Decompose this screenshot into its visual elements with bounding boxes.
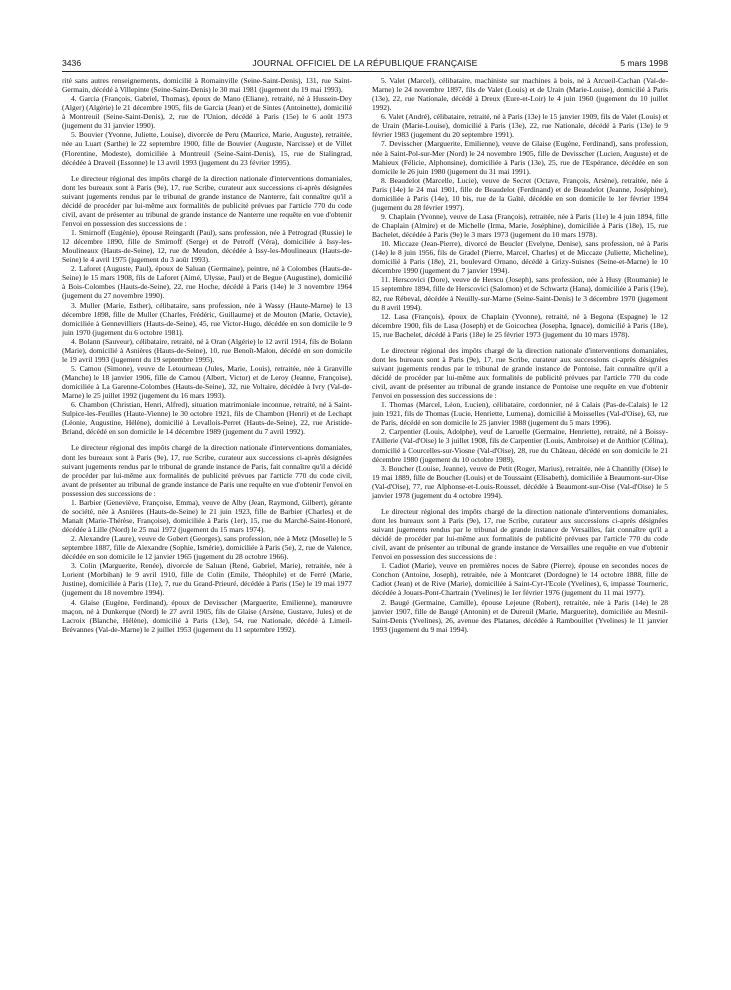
notice-intro-paragraph: Le directeur régional des impôts chargé de la direction nationale d'interventions domaniales, dont les bureaux sont à Paris (9e), 17, rue Scribe, curateur aux successions ci-après désignées suivant jugements rendus par le tribunal de grande instance de Pontoise, fait connaître qu'il a décidé de procéder par lui-même aux formalités de publicité prévues par l'article 770 du code civil, avant de présenter au tribunal de grande instance de Pontoise une requête en vue d'obtenir l'envoi en possession des successions de : <box>372 345 668 401</box>
succession-entry: 2. Carpentier (Louis, Adolphe), veuf de Laruelle (Germaine, Henriette), retraité, né à Boissy-l'Aillerie (Val-d'Oise) le 3 juillet 1908, fils de Carpentier (Louis, Ambroise) et de Anthior (Célina), domicilié à Courcelles-sur-Viosne (Val-d'Oise), 28, rue du Château, décédé en son domicile le 21 décembre 1980 (jugement du 10 octobre 1989). <box>372 427 668 464</box>
issue-date: 5 mars 1998 <box>620 58 668 68</box>
succession-entry: 1. Barbier (Geneviève, Françoise, Emma), veuve de Alby (Jean, Raymond, Gilbert), gérante de société, née à Asnières (Hauts-de-Seine) le 21 juin 1923, fille de Barbier (Charles) et de Manalt (Marie-Thérèse, Françoise), domiciliée à Paris (1er), 15, rue du Marché-Saint-Honoré, décédée à Lille (Nord) le 25 mai 1972 (jugement du 15 mars 1974). <box>62 497 352 534</box>
succession-entry: 7. Devisscher (Marguerite, Emilienne), veuve de Glaise (Eugène, Ferdinand), sans profession, née à Saint-Pol-sur-Mer (Nord) le 24 novembre 1905, fille de Devisscher (Lucien, Auguste) et de Mahieux (Félicie, Alphonsine), domiciliée à Paris (13e), 25, rue de l'Espérance, décédée en son domicile le 26 juin 1980 (jugement du 31 mai 1991). <box>372 139 668 176</box>
header-rule <box>62 71 668 72</box>
succession-entry: 5. Valet (Marcel), célibataire, machiniste sur machines à bois, né à Arcueil-Cachan (Val-de-Marne) le 24 novembre 1897, fils de Valet (Louis) et de Urain (Marie-Louise), domicilié à Paris (13e), 22, rue Nationale, décédé à Dreux (Eure-et-Loir) le 4 juin 1960 (jugement du 10 juillet 1992). <box>372 76 668 113</box>
succession-entry: 1. Cadiot (Marie), veuve en premières noces de Sabre (Pierre), épouse en secondes noces de Conchon (Antoine, Joseph), retraitée, née à Montcaret (Dordogne) le 14 octobre 1888, fille de Cadiot (Jean) et de Rive (Marie), domiciliée à Saint-Cyr-l'Ecole (Yvelines), 6, impasse Tourneric, décédée à Jouars-Pont-Chartrain (Yvelines) le 1er février 1976 (jugement du 11 mai 1977). <box>372 561 668 598</box>
succession-entry: 1. Thomas (Marcel, Léon, Lucien), célibataire, cordonnier, né à Calais (Pas-de-Calais) le 12 juin 1921, fils de Thomas (Lucie, Henriette, Lumena), domicilié à Moisselles (Val-d'Oise), 63, rue de Paris, décédé en son domicile le 25 janvier 1988 (jugement du 5 mars 1996). <box>372 400 668 428</box>
notice-intro-paragraph: Le directeur régional des impôts chargé de la direction nationale d'interventions domaniales, dont les bureaux sont à Paris (9e), 17, rue Scribe, curateur aux successions ci-après désignées suivant jugements rendus par le tribunal de grande instance de Nanterre, fait connaître qu'il a décidé de procéder par lui-même aux formalités de publicité prévues par l'article 770 du code civil, avant de présenter au tribunal de grande instance de Nanterre une requête en vue d'obtenir l'envoi en possession des successions de : <box>62 173 352 228</box>
right-column <box>372 76 668 634</box>
succession-entry: 9. Chaplain (Yvonne), veuve de Lasa (François), retraitée, née à Paris (11e) le 4 juin 1894, fille de Chaplain (Almire) et de Michelle (Irma, Marie, Joséphine), domiciliée à Paris (18e), 15, rue Bachelet, décédée à Paris (9e) le 3 mars 1973 (jugement du 10 mars 1978). <box>372 211 668 240</box>
notice-intro-paragraph: Le directeur régional des impôts chargé de la direction nationale d'interventions domaniales, dont les bureaux sont à Paris (9e), 17, rue Scribe, curateur aux successions ci-après désignées suivant jugements rendus par le tribunal de grande instance de Paris, fait connaître qu'il a décidé de procéder par lui-même aux formalités de publicité prévues par l'article 770 du code civil, avant de présenter au tribunal de grande instance de Paris une requête en vue d'obtenir l'envoi en possession des successions de : <box>62 443 352 498</box>
succession-entry: 2. Baugé (Germaine, Camille), épouse Lejeune (Robert), retraitée, née à Paris (14e) le 28 janvier 1907, fille de Baugé (Antonin) et de Dureuil (Marie, Marguerite), domiciliée au Mesnil-Saint-Denis (Yvelines), 26, avenue des Platanes, décédée à Rambouillet (Yvelines) le 11 janvier 1993 (jugement du 9 mai 1994). <box>372 597 668 634</box>
succession-entry: 11. Herscovici (Dore), veuve de Herscu (Joseph), sans profession, née à Husy (Roumanie) le 15 septembre 1894, fille de Herscovici (Salomon) et de Schwartz (Hana), domiciliée à Paris (19e), 82, rue Rébeval, décédée à Neuilly-sur-Marne (Seine-Saint-Denis) le 3 décembre 1970 (jugement du 8 avril 1994). <box>372 275 668 312</box>
succession-entry: 4. Bolann (Sauveur), célibataire, retraité, né à Oran (Algérie) le 12 avril 1914, fils de Bolann (Marie), domicilié à Asnières (Hauts-de-Seine), 10, rue Benoît-Malon, décédé en son domicile le 19 avril 1993 (jugement du 19 septembre 1995). <box>62 336 352 364</box>
journal-title: JOURNAL OFFICIEL DE LA RÉPUBLIQUE FRANÇAISE <box>252 58 478 68</box>
succession-entry: 2. Alexandre (Laure), veuve de Gobert (Georges), sans profession, née à Metz (Moselle) le 5 septembre 1887, fille de Alexandre (Sophie, Ismérie), domiciliée à Paris (5e), 2, rue de Valence, décédée en son domicile le 12 janvier 1965 (jugement du 28 octobre 1966). <box>62 534 352 562</box>
succession-entry: rité sans autres renseignements, domicilié à Romainville (Seine-Saint-Denis), 131, rue Saint-Germain, décédé à Villepinte (Seine-Saint-Denis) le 30 mai 1981 (jugement du 19 mai 1993). <box>62 76 352 95</box>
succession-entry: 8. Beaudelot (Marcelle, Lucie), veuve de Secret (Octave, François, Arsène), retraitée, née à Paris (14e) le 24 mai 1901, fille de Beaudelot (Ferdinand) et de Beaudelot (Jeanne, Joséphine), domiciliée à Paris (14e), 10 bis, rue de la Gaîté, décédée en son domicile le 1er février 1994 (jugement du 28 février 1997). <box>372 175 668 212</box>
succession-entry: 6. Valet (André), célibataire, retraité, né à Paris (13e) le 15 janvier 1909, fils de Valet (Louis) et de Urain (Marie-Louise), domicilié à Paris (13e), 22, rue Nationale, décédé à Paris (13e) le 9 février 1983 (jugement du 20 septembre 1991). <box>372 112 668 140</box>
succession-entry: 3. Boucher (Louise, Jeanne), veuve de Petit (Roger, Marius), retraitée, née à Chantilly (Oise) le 19 mai 1889, fille de Boucher (Louis) et de Toussaint (Elisabeth), domiciliée à Beaumont-sur-Oise (Val-d'Oise), 77, rue Alphonse-et-Louis-Roussel, décédée à Beaumont-sur-Oise (Val-d'Oise) le 5 janvier 1978 (jugement du 4 octobre 1994). <box>372 463 668 500</box>
succession-entry: 6. Chambon (Christian, Henri, Alfred), situation matrimoniale inconnue, retraité, né à Saint-Sulpice-les-Feuilles (Haute-Vienne) le 30 octobre 1921, fils de Chambon (Henri) et de Lechapt (Léonie, Augustine, Hélène), domicilié à Levallois-Perret (Hauts-de-Seine), 22, rue Aristide-Briand, décédé en son domicile le 14 décembre 1989 (jugement du 7 avril 1992). <box>62 400 352 437</box>
succession-entry: 10. Miccaze (Jean-Pierre), divorcé de Beucler (Evelyne, Denise), sans profession, né à Paris (14e) le 8 juin 1956, fils de Gradel (Pierre, Marcel, Charles) et de Miccaze (Juliette, Micheline), domicilié à Paris (18e), 21, boulevard Ornano, décédé à Grizy-Suisnes (Seine-et-Marne) le 10 décembre 1990 (jugement du 7 janvier 1994). <box>372 239 668 276</box>
succession-entry: 3. Muller (Marie, Esther), célibataire, sans profession, née à Wassy (Haute-Marne) le 13 décembre 1898, fille de Muller (Charles, Frédéric, Guillaume) et de Mouton (Marie, Octavie), domiciliée à Gennevilliers (Hauts-de-Seine), 45, rue Victor-Hugo, décédée en son domicile le 9 juin 1970 (jugement du 6 octobre 1981). <box>62 300 352 337</box>
succession-entry: 5. Camou (Simone), veuve de Letourneau (Jules, Marie, Louis), retraitée, née à Granville (Manche) le 18 janvier 1906, fille de Camou (Albert, Victor) et de Leroy (Jeanne, Françoise), domiciliée à La Garenne-Colombes (Hauts-de-Seine), 32, rue Voltaire, décédée à Ivry (Val-de-Marne) le 25 juillet 1992 (jugement du 16 mars 1993). <box>62 363 352 401</box>
left-column <box>62 76 352 634</box>
page-header <box>62 58 668 72</box>
succession-entry: 4. Glaise (Eugène, Ferdinand), époux de Devisscher (Marguerite, Emilienne), manœuvre maçon, né à Dunkerque (Nord) le 27 avril 1905, fils de Glaise (Arsène, Gustave, Jules) et de Lacroix (Blanche, Hélène), domicilié à Paris (13e), 54, rue Nationale, décédé à Limeil-Brévannes (Val-de-Marne) le 2 juillet 1953 (jugement du 11 septembre 1992). <box>62 597 352 634</box>
succession-entry: 2. Laforet (Auguste, Paul), époux de Saluan (Germaine), peintre, né à Colombes (Hauts-de-Seine) le 15 mars 1908, fils de Laforet (Aimé, Ulysse, Paul) et de Begue (Augustine), domicilié à Bois-Colombes (Hauts-de-Seine), 22, rue Hoche, décédé à Paris (14e) le 3 novembre 1964 (jugement du 27 novembre 1990). <box>62 264 352 301</box>
succession-entry: 5. Bouvier (Yvonne, Juliette, Louise), divorcée de Peru (Maurice, Marie, Auguste), retraitée, née au Luart (Sarthe) le 22 septembre 1900, fille de Bouvier (Auguste, Narcisse) et de Villet (Florentine, Modeste), domiciliée à Montreuil (Seine-Saint-Denis), 15, rue de Stalingrad, décédée à Draveil (Essonne) le 13 avril 1993 (jugement du 23 février 1995). <box>62 130 352 167</box>
succession-entry: 3. Colin (Marguerite, Renée), divorcée de Saluan (René, Gabriel, Marie), retraitée, née à Lorient (Morbihan) le 9 avril 1910, fille de Colin (Emile, Théophile) et de Ferré (Marie, Justine), domiciliée à Paris (11e), 7, rue du Grand-Prieuré, décédée à Paris (15e) le 19 mai 1977 (jugement du 18 novembre 1994). <box>62 561 352 598</box>
page-number: 3436 <box>62 58 82 68</box>
succession-entry: 4. Garcia (François, Gabriel, Thomas), époux de Mano (Eliane), retraité, né à Hussein-Dey (Alger) (Algérie) le 21 décembre 1905, fils de Garcia (Jean) et de Sintes (Antoinette), domicilié à Montreuil (Seine-Saint-Denis), 2, rue de l'Union, décédé à Paris (15e) le 6 août 1973 (jugement du 31 janvier 1990). <box>62 94 352 131</box>
notice-intro-paragraph: Le directeur régional des impôts chargé de la direction nationale d'interventions domaniales, dont les bureaux sont à Paris (9e), 17, rue Scribe, curateur aux successions ci-après désignées suivant jugements rendus par le tribunal de grande instance de Versailles, fait connaître qu'il a décidé de procéder par lui-même aux formalités de publicité prévues par l'article 770 du code civil, avant de présenter au tribunal de grande instance de Versailles une requête en vue d'obtenir l'envoi en possession des successions de : <box>372 506 668 562</box>
succession-entry: 1. Smirnoff (Eugénie), épouse Reingardt (Paul), sans profession, née à Petrograd (Russie) le 12 décembre 1890, fille de Smirnoff (Serge) et de Petroff (Véra), domiciliée à Issy-les-Moulineaux (Hauts-de-Seine), 12, rue de Meudon, décédée à Issy-les-Moulineaux (Hauts-de-Seine) le 4 avril 1975 (jugement du 3 août 1993). <box>62 228 352 265</box>
succession-entry: 12. Lasa (François), époux de Chaplain (Yvonne), retraité, né à Begona (Espagne) le 12 décembre 1900, fils de Lasa (Joseph) et de Goicochea (Josepha, Ignace), domicilié à Paris (18e), 15, rue Bachelet, décédé à Paris (18e) le 25 février 1973 (jugement du 10 mars 1978). <box>372 311 668 339</box>
